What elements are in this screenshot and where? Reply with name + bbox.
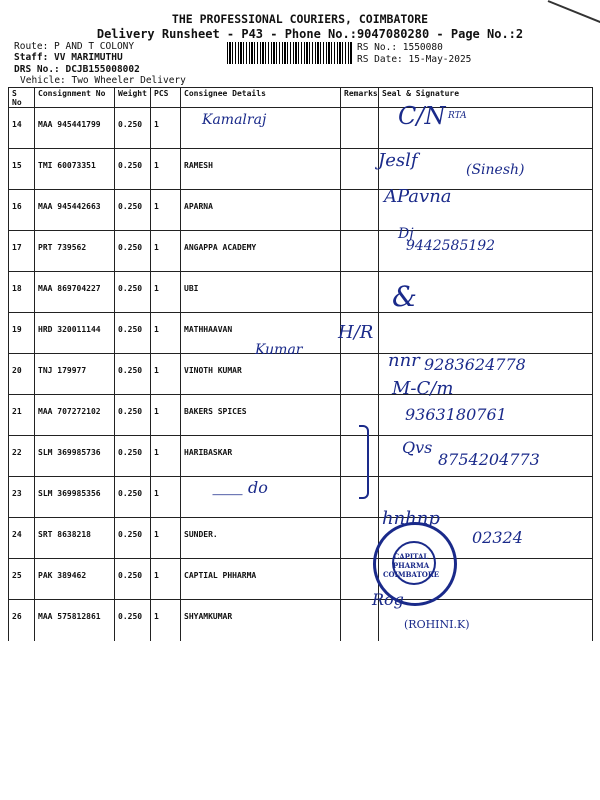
cell-remarks bbox=[341, 149, 379, 190]
cell-weight: 0.250 bbox=[115, 436, 151, 477]
cell-pcs: 1 bbox=[151, 354, 181, 395]
handwritten-rta: RTA bbox=[448, 111, 467, 121]
cell-remarks bbox=[341, 190, 379, 231]
cell-consignee: SUNDER. bbox=[181, 518, 341, 559]
barcode bbox=[227, 42, 353, 64]
cell-pcs: 1 bbox=[151, 477, 181, 518]
col-consignment: Consignment No bbox=[35, 88, 115, 108]
cell-consignment: PRT 739562 bbox=[35, 231, 115, 272]
col-consignee: Consignee Details bbox=[181, 88, 341, 108]
cell-consignment: MAA 869704227 bbox=[35, 272, 115, 313]
cell-weight: 0.250 bbox=[115, 559, 151, 600]
handwritten-hr-remark: H/R bbox=[338, 322, 374, 343]
handwritten-kumar: Kumar bbox=[255, 342, 303, 358]
rs-date-label: RS Date: 15-May-2025 bbox=[357, 54, 472, 65]
cell-weight: 0.250 bbox=[115, 108, 151, 149]
col-sno: S No bbox=[9, 88, 35, 108]
handwritten-signature: M-C/m bbox=[392, 378, 454, 399]
cell-weight: 0.250 bbox=[115, 600, 151, 641]
cell-sno: 15 bbox=[9, 149, 35, 190]
cell-consignee: ANGAPPA ACADEMY bbox=[181, 231, 341, 272]
handwritten-ditto-line: ——— bbox=[212, 488, 242, 501]
company-title: THE PROFESSIONAL COURIERS, COIMBATORE bbox=[171, 12, 429, 26]
cell-consignment: SLM 369985736 bbox=[35, 436, 115, 477]
cell-weight: 0.250 bbox=[115, 518, 151, 559]
handwritten-dinesh-note: (Sinesh) bbox=[466, 162, 525, 178]
cell-pcs: 1 bbox=[151, 149, 181, 190]
cell-sno: 16 bbox=[9, 190, 35, 231]
cell-sno: 25 bbox=[9, 559, 35, 600]
cell-consignee: UBI bbox=[181, 272, 341, 313]
handwritten-signature: Qvs bbox=[402, 438, 433, 457]
cell-pcs: 1 bbox=[151, 108, 181, 149]
cell-pcs: 1 bbox=[151, 395, 181, 436]
cell-consignment: MAA 945441799 bbox=[35, 108, 115, 149]
cell-sno: 22 bbox=[9, 436, 35, 477]
cell-consignee: MATHHAAVAN bbox=[181, 313, 341, 354]
cell-pcs: 1 bbox=[151, 313, 181, 354]
handwritten-kamalraj: Kamalraj bbox=[202, 112, 267, 128]
cell-signature bbox=[379, 313, 593, 354]
handwritten-bracket bbox=[359, 425, 369, 499]
cell-pcs: 1 bbox=[151, 231, 181, 272]
cell-consignment: TMI 60073351 bbox=[35, 149, 115, 190]
handwritten-signature: Rog bbox=[372, 590, 404, 609]
handwritten-phone: 8754204773 bbox=[438, 450, 540, 469]
cell-weight: 0.250 bbox=[115, 149, 151, 190]
cell-pcs: 1 bbox=[151, 600, 181, 641]
cell-pcs: 1 bbox=[151, 518, 181, 559]
cell-weight: 0.250 bbox=[115, 395, 151, 436]
table-row bbox=[9, 108, 593, 149]
col-remarks: Remarks bbox=[341, 88, 379, 108]
cell-sno: 18 bbox=[9, 272, 35, 313]
stamp-text: CAPITAL PHARMA COIMBATORE bbox=[382, 552, 440, 579]
cell-consignment: PAK 389462 bbox=[35, 559, 115, 600]
cell-consignment: MAA 945442663 bbox=[35, 190, 115, 231]
table-row bbox=[9, 272, 593, 313]
handwritten-signature: nnr bbox=[388, 350, 420, 371]
table-row bbox=[9, 477, 593, 518]
cell-sno: 21 bbox=[9, 395, 35, 436]
cell-weight: 0.250 bbox=[115, 231, 151, 272]
cell-sno: 17 bbox=[9, 231, 35, 272]
table-header-row bbox=[9, 88, 593, 108]
handwritten-signature: hnhnp bbox=[382, 508, 440, 529]
cell-consignee: HARIBASKAR bbox=[181, 436, 341, 477]
cell-pcs: 1 bbox=[151, 190, 181, 231]
cell-consignment: TNJ 179977 bbox=[35, 354, 115, 395]
handwritten-ditto: do bbox=[248, 478, 268, 497]
cell-remarks bbox=[341, 231, 379, 272]
cell-remarks bbox=[341, 108, 379, 149]
table-row bbox=[9, 559, 593, 600]
col-seal-signature: Seal & Signature bbox=[379, 88, 593, 108]
rs-no-label: RS No.: 1550080 bbox=[357, 42, 443, 53]
handwritten-phone: 9283624778 bbox=[424, 355, 526, 374]
cell-sno: 19 bbox=[9, 313, 35, 354]
staff-label: Staff: VV MARIMUTHU bbox=[14, 52, 123, 63]
cell-consignment: MAA 707272102 bbox=[35, 395, 115, 436]
handwritten-signature: Dj bbox=[398, 226, 414, 242]
cell-consignment: SRT 8638218 bbox=[35, 518, 115, 559]
table-row bbox=[9, 600, 593, 641]
cell-sno: 20 bbox=[9, 354, 35, 395]
cell-weight: 0.250 bbox=[115, 313, 151, 354]
cell-consignment: MAA 575812861 bbox=[35, 600, 115, 641]
cell-consignee: RAMESH bbox=[181, 149, 341, 190]
cell-remarks bbox=[341, 518, 379, 559]
cell-consignee: SHYAMKUMAR bbox=[181, 600, 341, 641]
cell-weight: 0.250 bbox=[115, 477, 151, 518]
cell-weight: 0.250 bbox=[115, 272, 151, 313]
cell-consignment: HRD 320011144 bbox=[35, 313, 115, 354]
handwritten-signature: C/N bbox=[398, 102, 446, 130]
handwritten-signature: & bbox=[392, 280, 417, 313]
route-label: Route: P AND T COLONY bbox=[14, 41, 135, 52]
handwritten-rohini: (ROHINI.K) bbox=[404, 618, 470, 631]
handwritten-phone: 02324 bbox=[472, 528, 523, 547]
col-pcs: PCS bbox=[151, 88, 181, 108]
cell-weight: 0.250 bbox=[115, 354, 151, 395]
cell-consignee: CAPTIAL PHHARMA bbox=[181, 559, 341, 600]
col-weight: Weight bbox=[115, 88, 151, 108]
cell-weight: 0.250 bbox=[115, 190, 151, 231]
cell-pcs: 1 bbox=[151, 272, 181, 313]
cell-consignee: VINOTH KUMAR bbox=[181, 354, 341, 395]
handwritten-signature: Jeslf bbox=[378, 150, 418, 171]
table-row bbox=[9, 231, 593, 272]
cell-consignee: APARNA bbox=[181, 190, 341, 231]
cell-sno: 14 bbox=[9, 108, 35, 149]
table-row bbox=[9, 190, 593, 231]
handwritten-phone: 9442585192 bbox=[406, 238, 496, 254]
handwritten-phone: 9363180761 bbox=[405, 405, 507, 424]
vehicle-label: Vehicle: Two Wheeler Delivery bbox=[20, 75, 186, 86]
cell-sno: 24 bbox=[9, 518, 35, 559]
cell-sno: 26 bbox=[9, 600, 35, 641]
cell-consignment: SLM 369985356 bbox=[35, 477, 115, 518]
cell-pcs: 1 bbox=[151, 559, 181, 600]
cell-consignee: BAKERS SPICES bbox=[181, 395, 341, 436]
cell-remarks bbox=[341, 354, 379, 395]
cell-sno: 23 bbox=[9, 477, 35, 518]
handwritten-aparna: APavna bbox=[384, 186, 452, 207]
cell-remarks bbox=[341, 272, 379, 313]
cell-pcs: 1 bbox=[151, 436, 181, 477]
runsheet-title: Delivery Runsheet - P43 - Phone No.:9047080280 - Page No.:2 bbox=[96, 27, 524, 41]
drs-label: DRS No.: DCJB155008002 bbox=[14, 64, 140, 75]
